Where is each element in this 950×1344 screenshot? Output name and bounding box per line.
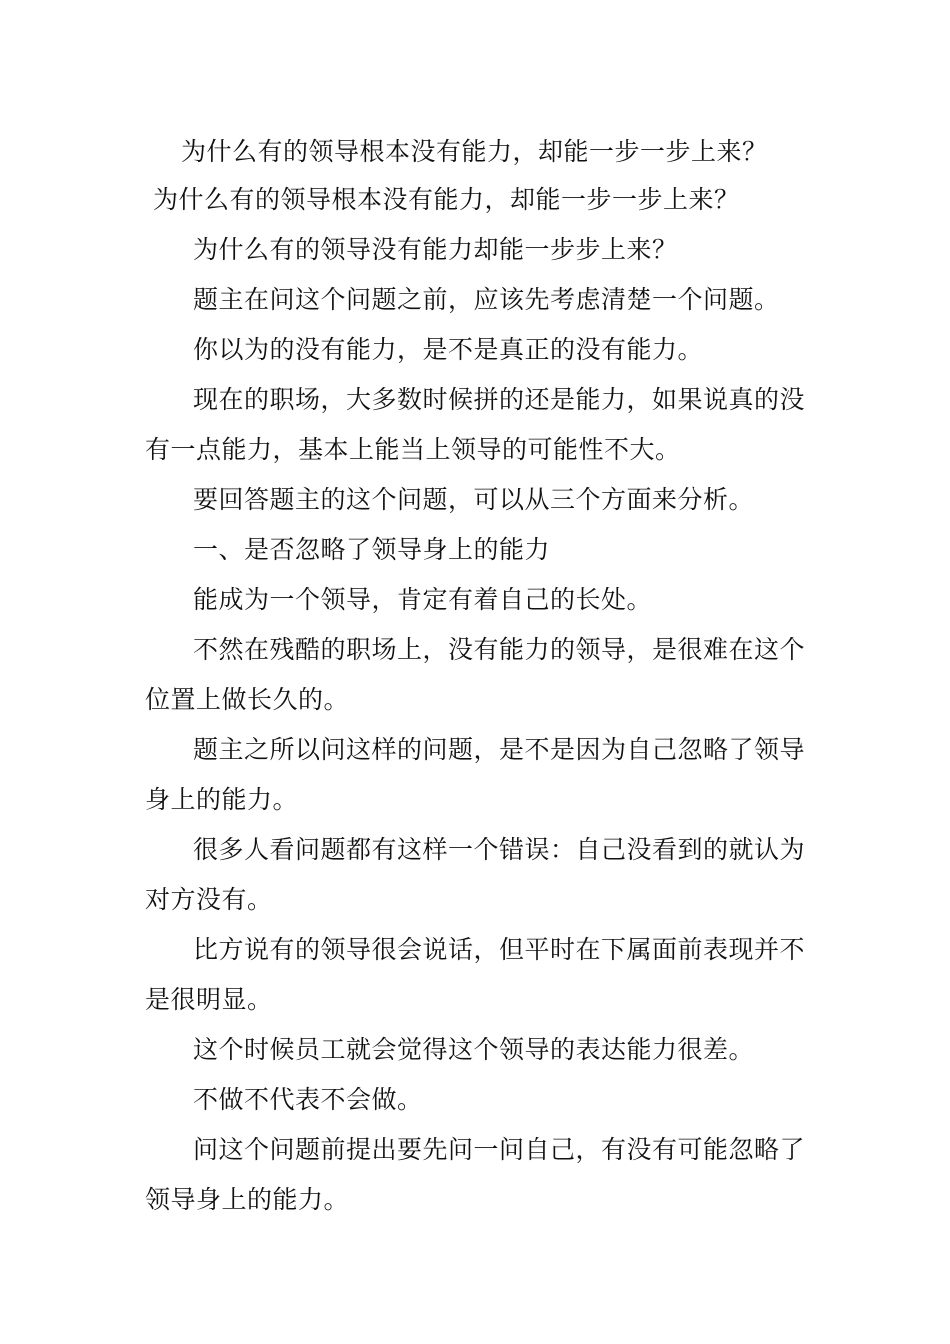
text-line: 为什么有的领导没有能力却能一步步上来？: [193, 235, 678, 264]
text-line: 很多人看问题都有这样一个错误：自己没看到的就认为: [193, 835, 806, 864]
document-title-line-1: 为什么有的领导根本没有能力，却能一步一步上来？: [181, 137, 768, 166]
text-line: 题主之所以问这样的问题，是不是因为自己忽略了领导: [193, 735, 806, 764]
text-line: 题主在问这个问题之前，应该先考虑清楚一个问题。: [193, 285, 780, 314]
text-line: 能成为一个领导，肯定有着自己的长处。: [193, 585, 653, 614]
document-title-line-2: 为什么有的领导根本没有能力，却能一步一步上来？: [153, 185, 740, 214]
text-line: 是很明显。: [145, 985, 273, 1014]
text-line: 有一点能力，基本上能当上领导的可能性不大。: [145, 435, 681, 464]
text-line: 你以为的没有能力，是不是真正的没有能力。: [193, 335, 704, 364]
text-line: 要回答题主的这个问题，可以从三个方面来分析。: [193, 485, 755, 514]
text-line: 比方说有的领导很会说话，但平时在下属面前表现并不: [193, 935, 806, 964]
text-line: 不做不代表不会做。: [193, 1085, 423, 1114]
text-line: 身上的能力。: [145, 785, 299, 814]
text-line: 问这个问题前提出要先问一问自己，有没有可能忽略了: [193, 1135, 806, 1164]
text-line: 这个时候员工就会觉得这个领导的表达能力很差。: [193, 1035, 755, 1064]
text-line: 不然在残酷的职场上，没有能力的领导，是很难在这个: [193, 635, 806, 664]
text-line: 对方没有。: [145, 885, 273, 914]
text-line: 位置上做长久的。: [145, 685, 350, 714]
text-line: 现在的职场，大多数时候拼的还是能力，如果说真的没: [193, 385, 806, 414]
section-heading: 一、是否忽略了领导身上的能力: [193, 535, 551, 564]
text-line: 领导身上的能力。: [145, 1185, 350, 1214]
